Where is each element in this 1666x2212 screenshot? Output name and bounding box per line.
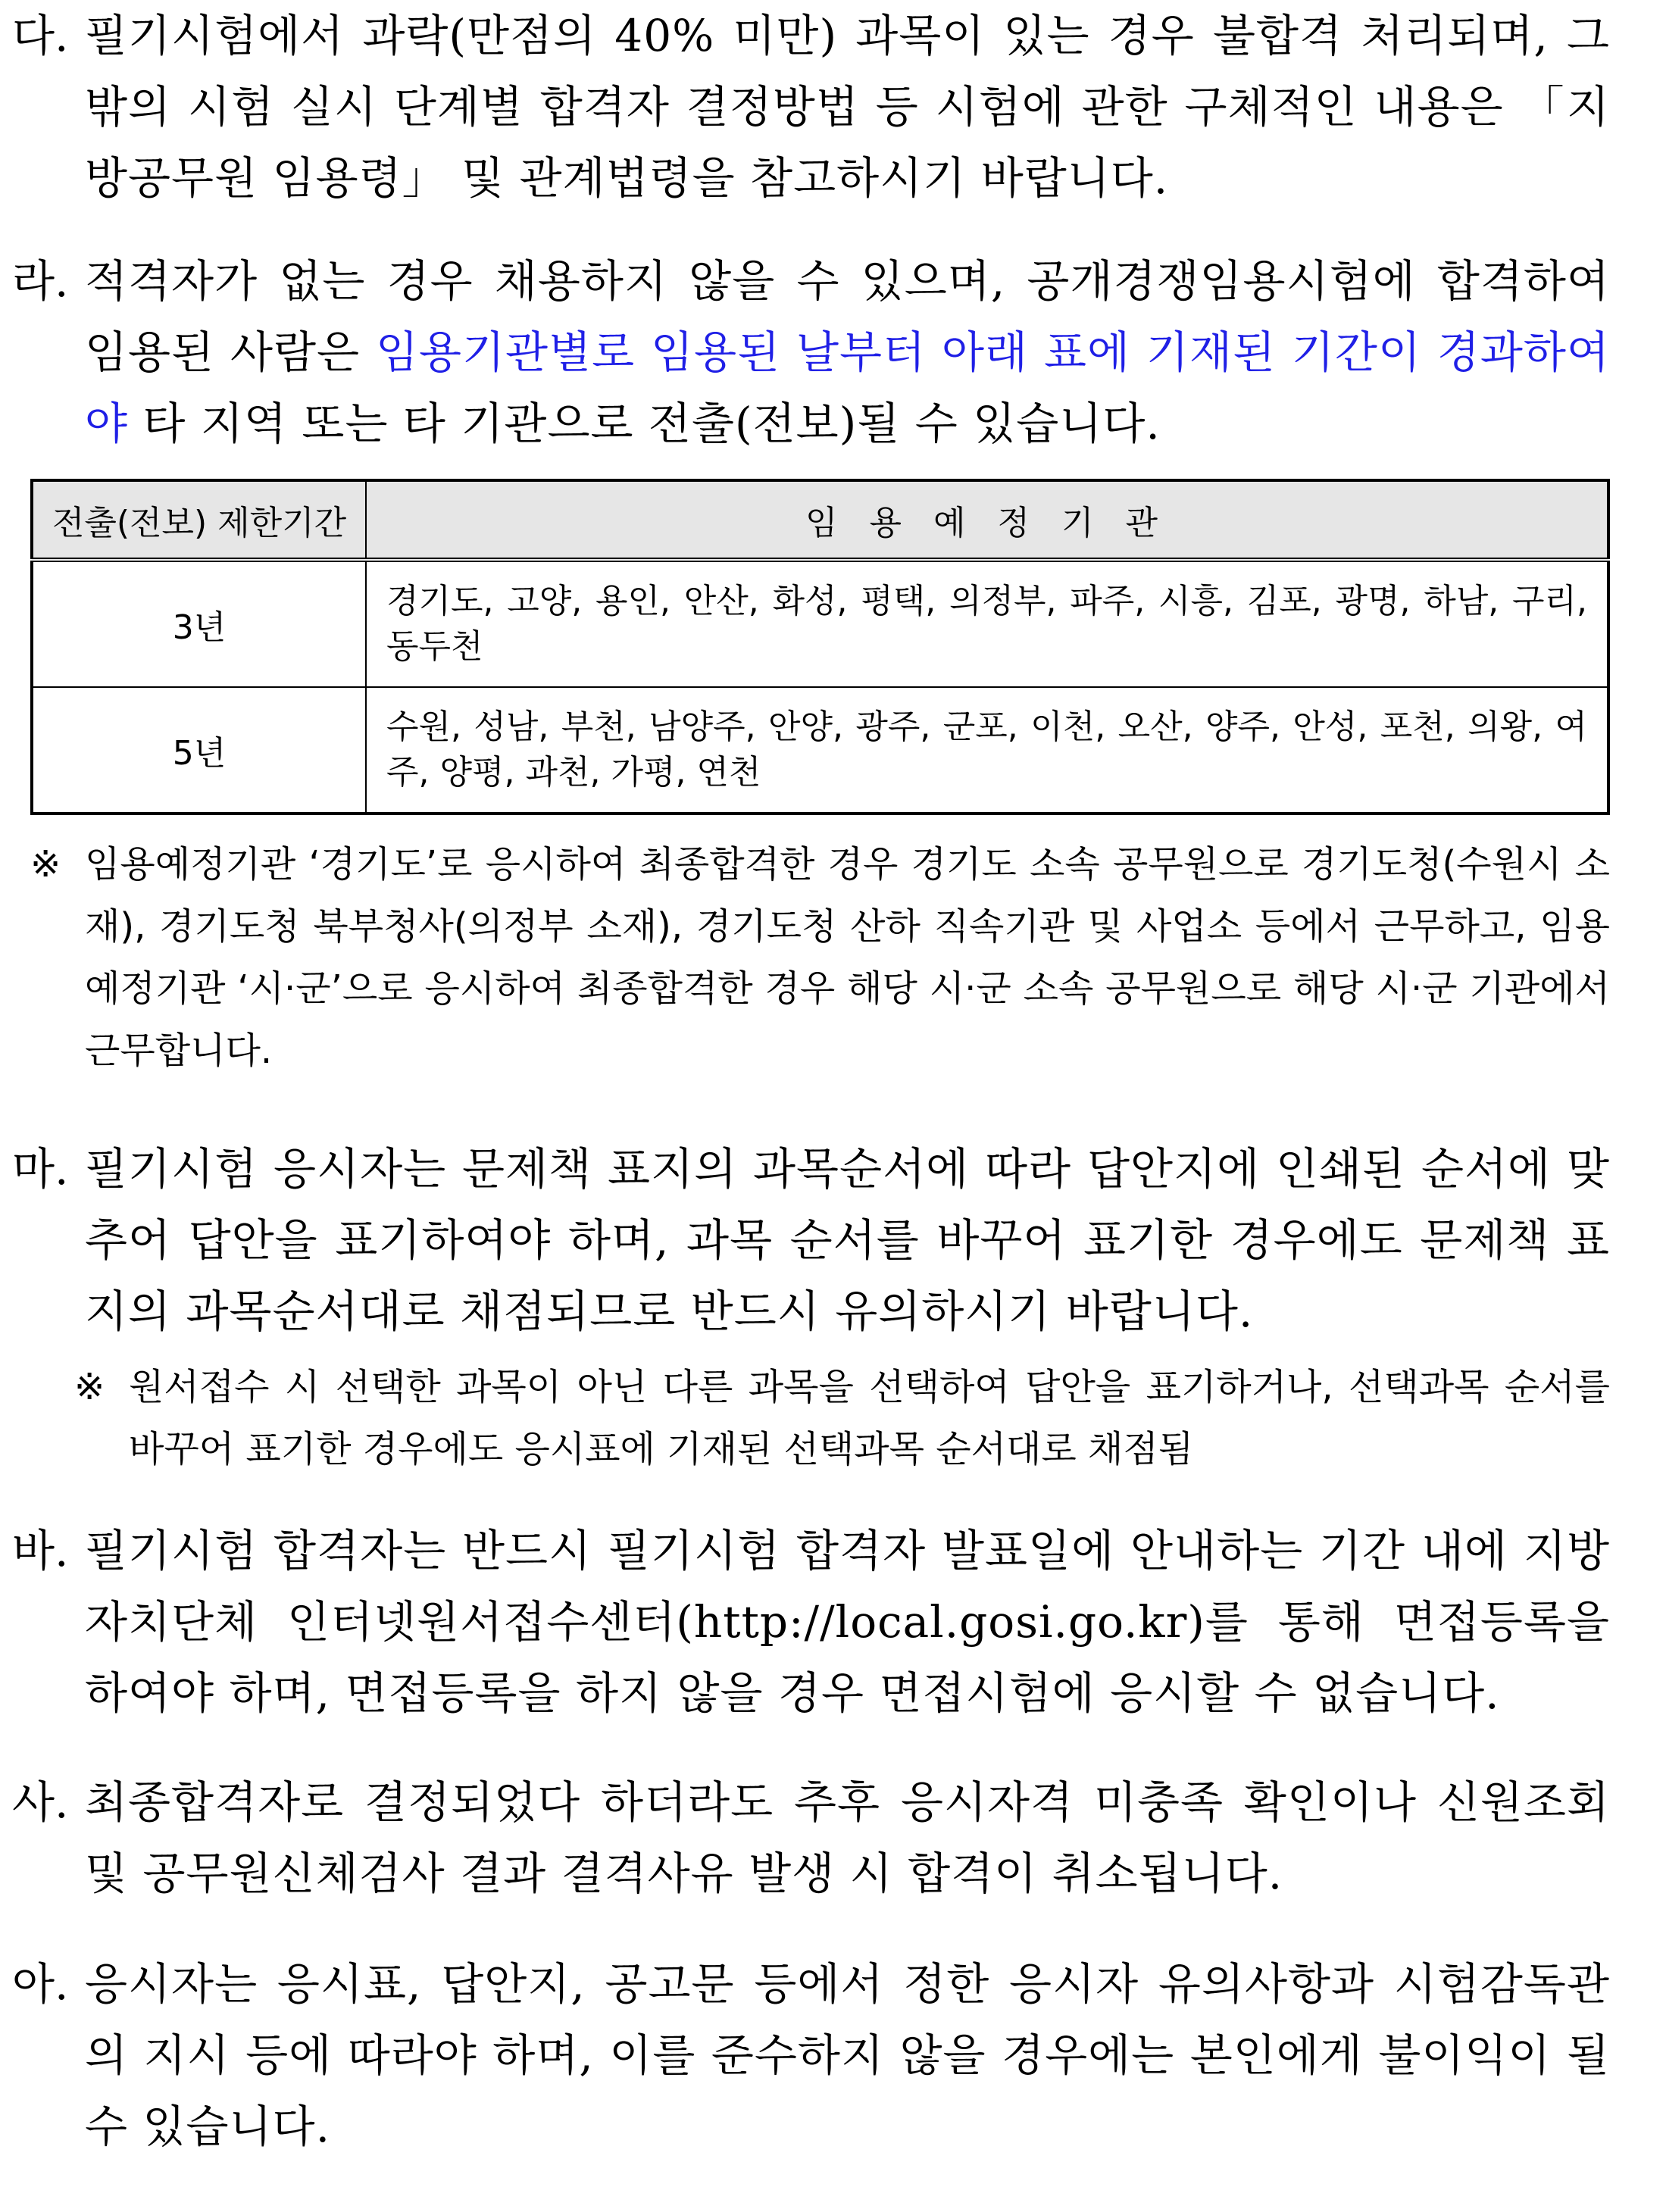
subject-note	[0, 1356, 1610, 1480]
table-header-row	[32, 480, 1608, 560]
section-sa-text: 최종합격자로 결정되었다 하더라도 추후 응시자격 미충족 확인이나 신원조회 및 공무원신체검사 결과 결격사유 발생 시 합격이 취소됩니다.	[85, 1776, 1610, 1899]
section-a-marker: 아.	[12, 1958, 69, 2010]
table-header-period: 전출(전보) 제한기간	[32, 480, 366, 560]
section-ra-paragraph	[85, 245, 1610, 459]
section-ma-marker: 마.	[12, 1143, 69, 1195]
section-a	[0, 1948, 1610, 2162]
section-a-text: 응시자는 응시표, 답안지, 공고문 등에서 정한 응시자 유의사항과 시험감독관의 지시 등에 따라야 하며, 이를 준수하지 않을 경우에는 본인에게 불이익이 될 수 있습니다.	[85, 1958, 1610, 2152]
section-ba-text: 필기시험 합격자는 반드시 필기시험 합격자 발표일에 안내하는 기간 내에 지방자치단체 인터넷원서접수센터(http://local.gosi.go.kr)를 통해 면접등록을 하여야 하며, 면접등록을 하지 않을 경우 면접시험에 응시할 수 없습니다.	[85, 1525, 1610, 1719]
section-ra	[0, 245, 1610, 459]
section-da-marker: 다.	[12, 10, 69, 61]
section-ba	[0, 1515, 1610, 1729]
subject-note-text: 원서접수 시 선택한 과목이 아닌 다른 과목을 선택하여 답안을 표기하거나, 선택과목 순서를 바꾸어 표기한 경우에도 응시표에 기재된 선택과목 순서대로 채점됨	[129, 1366, 1610, 1470]
table-cell-agencies: 수원, 성남, 부천, 남양주, 안양, 광주, 군포, 이천, 오산, 양주, 안성, 포천, 의왕, 여주, 양평, 과천, 가평, 연천	[366, 687, 1608, 814]
table-cell-agencies: 경기도, 고양, 용인, 안산, 화성, 평택, 의정부, 파주, 시흥, 김포, 광명, 하남, 구리, 동두천	[366, 560, 1608, 687]
agency-note	[0, 833, 1610, 1082]
section-ma-text: 필기시험 응시자는 문제책 표지의 과목순서에 따라 답안지에 인쇄된 순서에 맞추어 답안을 표기하여야 하며, 과목 순서를 바꾸어 표기한 경우에도 문제책 표지의 과목순서대로 채점되므로 반드시 유의하시기 바랍니다.	[85, 1143, 1610, 1337]
transfer-restriction-table	[30, 479, 1610, 815]
table-cell-period: 5년	[32, 687, 366, 814]
table-row	[32, 687, 1608, 814]
note-symbol: ※	[74, 1366, 105, 1408]
table-cell-period: 3년	[32, 560, 366, 687]
section-ra-marker: 라.	[12, 255, 69, 307]
table-row	[32, 560, 1608, 687]
agency-note-text: 임용예정기관 ‘경기도’로 응시하여 최종합격한 경우 경기도 소속 공무원으로 경기도청(수원시 소재), 경기도청 북부청사(의정부 소재), 경기도청 산하 직속기관 및 사업소 등에서 근무하고, 임용예정기관 ‘시·군’으로 응시하여 최종합격한 경우 해당 시·군 소속 공무원으로 해당 시·군 기관에서 근무합니다.	[85, 843, 1610, 1072]
section-da	[0, 0, 1610, 214]
note-symbol: ※	[30, 843, 61, 886]
section-ba-marker: 바.	[12, 1525, 69, 1576]
section-sa	[0, 1767, 1610, 1909]
section-ra-text-before: 적격자가 없는 경우 채용하지 않을 수 있으며, 공개경쟁임용시험에 합격하여 임용된 사람은	[85, 255, 1610, 378]
section-ra-highlight: 임용기관별로 임용된 날부터 아래 표에 기재된 기간이 경과하여야	[85, 326, 1610, 449]
section-ma	[0, 1133, 1610, 1347]
section-ra-text-after: 타 지역 또는 타 기관으로 전출(전보)될 수 있습니다.	[128, 398, 1161, 449]
table-header-agencies: 임 용 예 정 기 관	[366, 480, 1608, 560]
section-sa-marker: 사.	[12, 1776, 69, 1828]
section-da-text: 필기시험에서 과락(만점의 40% 미만) 과목이 있는 경우 불합격 처리되며, 그 밖의 시험 실시 단계별 합격자 결정방법 등 시험에 관한 구체적인 내용은 「지방공무원 임용령」 및 관계법령을 참고하시기 바랍니다.	[85, 10, 1610, 204]
